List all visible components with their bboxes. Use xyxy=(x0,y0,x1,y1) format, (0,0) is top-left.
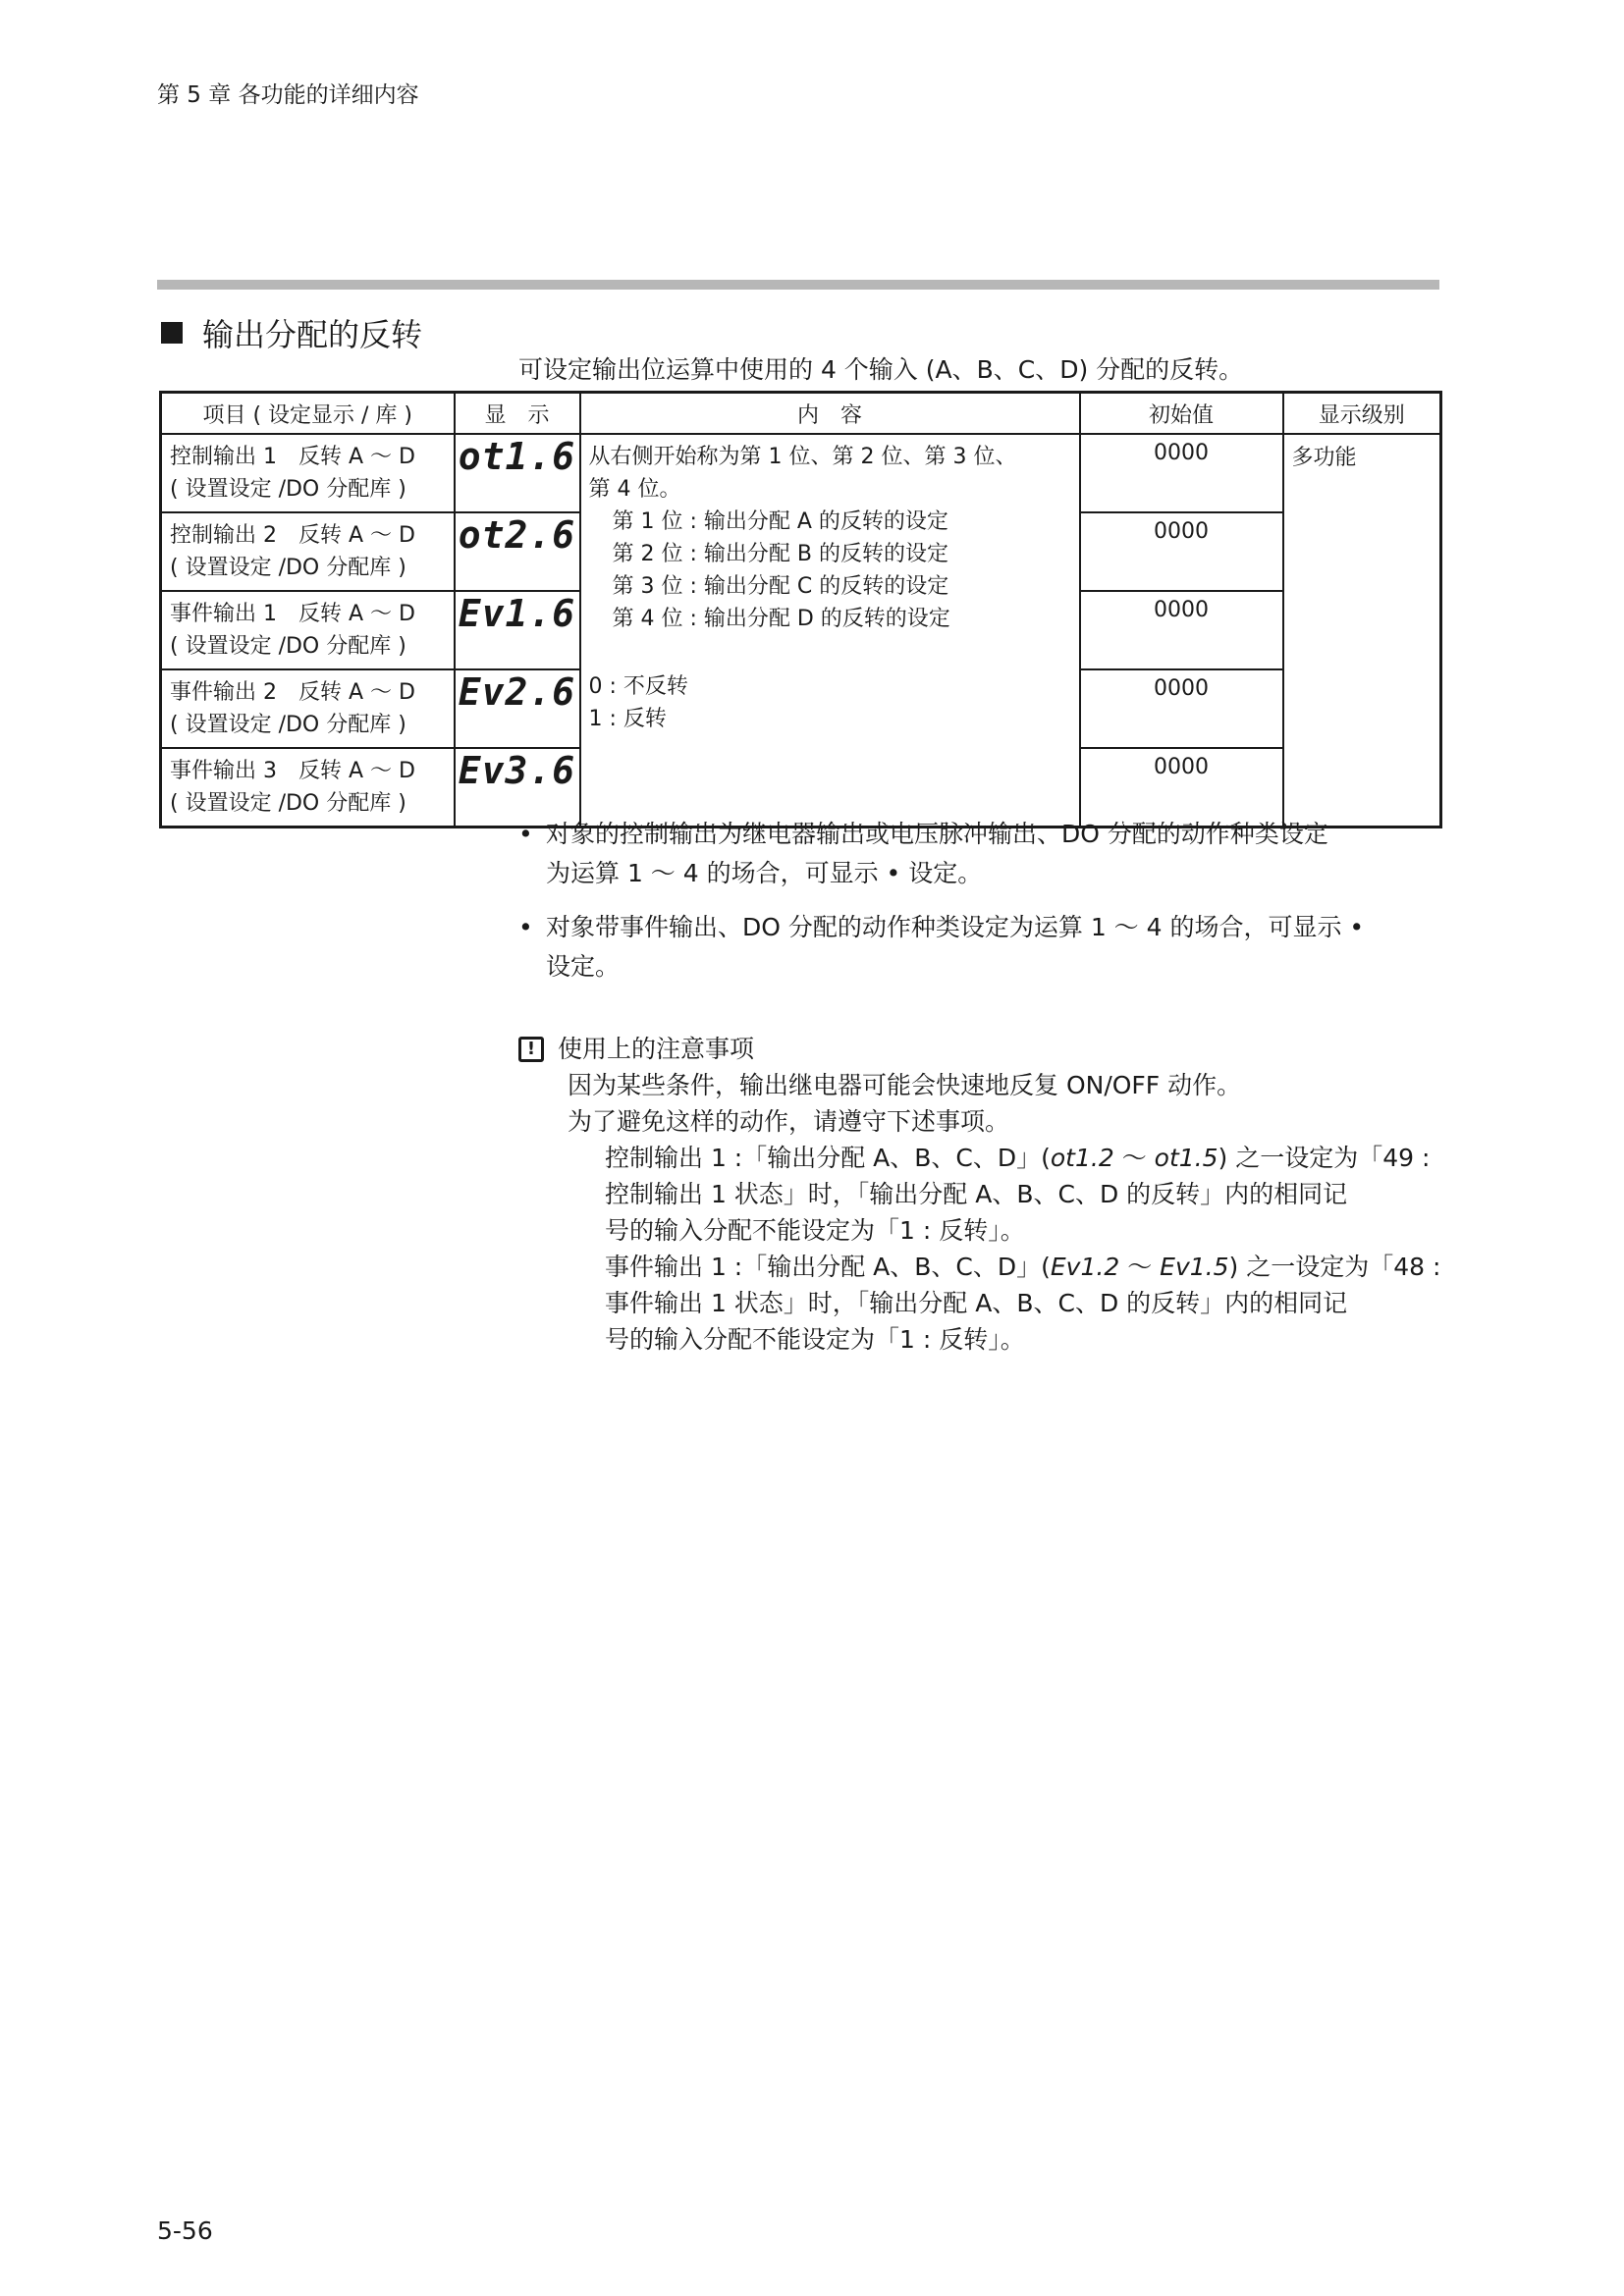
initial-value: 0000 xyxy=(1080,512,1283,591)
lcd-display-code: Ev3.6 xyxy=(458,749,576,792)
bit-description: 第 2 位 : 输出分配 B 的反转的设定 xyxy=(612,542,948,566)
caution-rule-2 xyxy=(518,1249,1446,1285)
content-line: 第 4 位。 xyxy=(588,477,681,502)
lcd-code: Ev1.5 xyxy=(1160,1253,1229,1281)
lcd-display-code: Ev1.6 xyxy=(458,592,576,635)
lcd-code: ot1.2 xyxy=(1050,1144,1114,1172)
table-header-row xyxy=(161,393,1441,435)
note-text: 对象的控制输出为继电器输出或电压脉冲输出、DO 分配的动作种类设定 xyxy=(546,820,1328,848)
item-cell xyxy=(161,748,455,828)
caution-title: 使用上的注意事项 xyxy=(558,1035,755,1063)
lcd-code: Ev1.2 xyxy=(1050,1253,1120,1281)
table-row xyxy=(161,434,1441,512)
item-name: 控制输出 1 反转 A ～ D xyxy=(170,445,415,469)
section-divider xyxy=(157,280,1439,290)
caution-text: 因为某些条件，输出继电器可能会快速地反复 ON/OFF 动作。 xyxy=(568,1071,1242,1099)
col-header-level: 显示级别 xyxy=(1283,393,1441,435)
item-cell xyxy=(161,591,455,669)
bit-description: 第 3 位 : 输出分配 C 的反转的设定 xyxy=(612,574,949,599)
caution-block xyxy=(518,1031,1446,1358)
item-cell xyxy=(161,434,455,512)
display-level-cell: 多功能 xyxy=(1283,434,1441,828)
initial-value: 0000 xyxy=(1080,669,1283,748)
rule-text: ) 之一设定为「49 : xyxy=(1218,1144,1431,1172)
bit-description: 第 1 位 : 输出分配 A 的反转的设定 xyxy=(612,509,948,534)
section-title xyxy=(161,310,422,355)
caution-text: 号的输入分配不能设定为「1 : 反转」。 xyxy=(605,1216,1025,1245)
content-cell xyxy=(580,434,1080,828)
item-name: 控制输出 2 反转 A ～ D xyxy=(170,523,415,548)
note-item xyxy=(518,815,1446,893)
item-bank: ( 设置设定 /DO 分配库 ) xyxy=(170,556,406,580)
initial-value: 0000 xyxy=(1080,591,1283,669)
lcd-display-code: Ev2.6 xyxy=(458,670,576,714)
note-text: 对象带事件输出、DO 分配的动作种类设定为运算 1 ～ 4 的场合，可显示 • xyxy=(546,913,1365,941)
tilde: ～ xyxy=(1113,1144,1155,1172)
display-cell xyxy=(455,512,580,591)
display-cell xyxy=(455,434,580,512)
item-cell xyxy=(161,512,455,591)
item-cell xyxy=(161,669,455,748)
page-number: 5-56 xyxy=(157,2216,213,2245)
section-title-text: 输出分配的反转 xyxy=(202,316,423,353)
content-line: 从右侧开始称为第 1 位、第 2 位、第 3 位、 xyxy=(588,445,1017,469)
rule-text: 控制输出 1 :「输出分配 A、B、C、D」( xyxy=(605,1144,1051,1172)
display-cell xyxy=(455,591,580,669)
initial-value: 0000 xyxy=(1080,748,1283,828)
display-cell xyxy=(455,669,580,748)
caution-icon: ! xyxy=(518,1037,544,1062)
tilde: ～ xyxy=(1119,1253,1161,1281)
rule-text: ) 之一设定为「48 : xyxy=(1228,1253,1441,1281)
item-bank: ( 设置设定 /DO 分配库 ) xyxy=(170,713,406,737)
item-name: 事件输出 1 反转 A ～ D xyxy=(170,602,415,626)
col-header-item: 项目 ( 设定显示 / 库 ) xyxy=(161,393,455,435)
caution-text: 为了避免这样的动作，请遵守下述事项。 xyxy=(568,1107,1010,1136)
caution-rule-1 xyxy=(518,1140,1446,1176)
chapter-header: 第 5 章 各功能的详细内容 xyxy=(157,82,419,108)
value-description: 1 : 反转 xyxy=(588,707,667,731)
item-name: 事件输出 3 反转 A ～ D xyxy=(170,759,415,783)
caution-text: 事件输出 1 状态」时，「输出分配 A、B、C、D 的反转」内的相同记 xyxy=(605,1289,1348,1317)
note-item xyxy=(518,908,1446,987)
item-bank: ( 设置设定 /DO 分配库 ) xyxy=(170,477,406,502)
bit-description: 第 4 位 : 输出分配 D 的反转的设定 xyxy=(612,607,950,631)
lcd-display-code: ot2.6 xyxy=(458,513,576,557)
rule-text: 事件输出 1 :「输出分配 A、B、C、D」( xyxy=(605,1253,1051,1281)
intro-text: 可设定输出位运算中使用的 4 个输入 (A、B、C、D) 分配的反转。 xyxy=(518,355,1244,384)
settings-table xyxy=(159,391,1442,828)
item-name: 事件输出 2 反转 A ～ D xyxy=(170,680,415,705)
col-header-content: 内 容 xyxy=(580,393,1080,435)
item-bank: ( 设置设定 /DO 分配库 ) xyxy=(170,791,406,816)
item-bank: ( 设置设定 /DO 分配库 ) xyxy=(170,634,406,659)
note-text: 设定。 xyxy=(546,952,621,981)
lcd-code: ot1.5 xyxy=(1154,1144,1218,1172)
bullet-icon: • xyxy=(518,913,533,941)
caution-text: 控制输出 1 状态」时，「输出分配 A、B、C、D 的反转」内的相同记 xyxy=(605,1180,1348,1208)
caution-text: 号的输入分配不能设定为「1 : 反转」。 xyxy=(605,1325,1025,1354)
bullet-icon: • xyxy=(518,820,533,848)
square-bullet-icon xyxy=(161,322,183,344)
initial-value: 0000 xyxy=(1080,434,1283,512)
lcd-display-code: ot1.6 xyxy=(458,435,576,478)
note-text: 为运算 1 ～ 4 的场合，可显示 • 设定。 xyxy=(546,859,983,887)
col-header-display: 显 示 xyxy=(455,393,580,435)
col-header-initial: 初始值 xyxy=(1080,393,1283,435)
value-description: 0 : 不反转 xyxy=(588,674,688,699)
caution-header xyxy=(518,1031,1446,1067)
